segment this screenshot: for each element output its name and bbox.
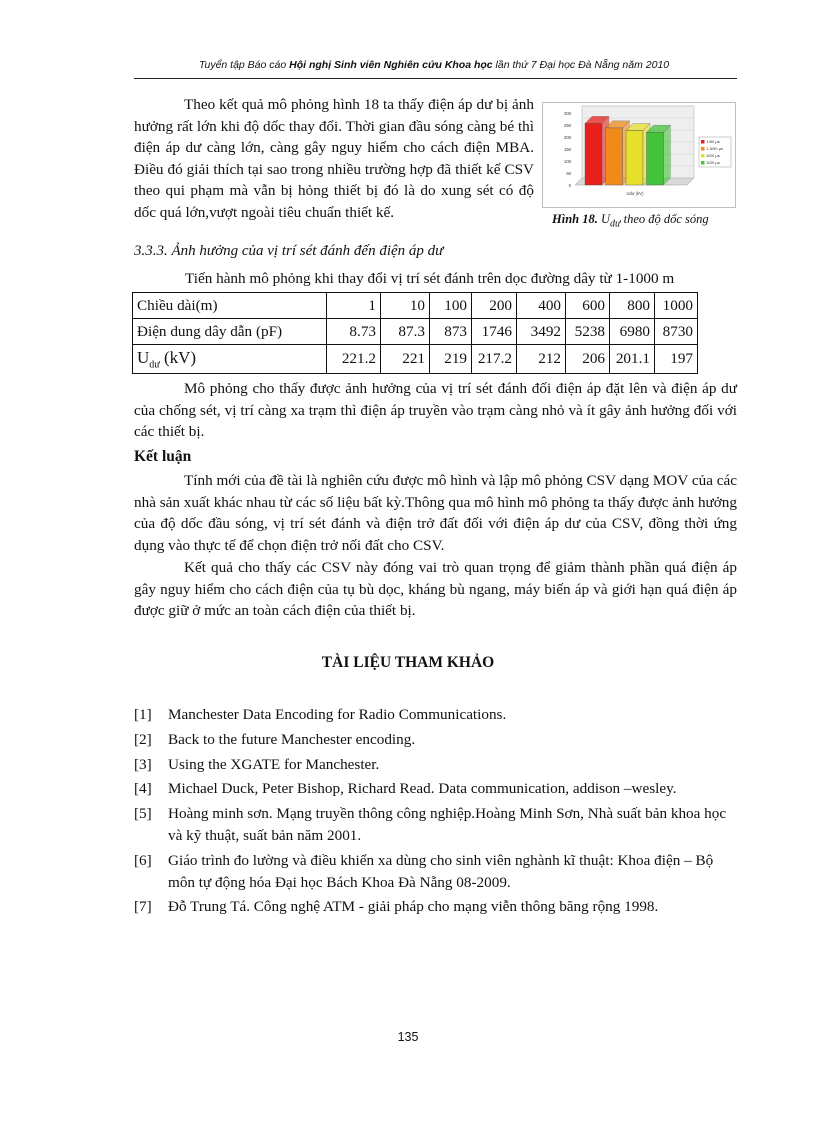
table-cell: 873 (430, 319, 472, 345)
caption-u: U (600, 212, 611, 226)
reference-item (134, 754, 738, 776)
reference-item (134, 778, 738, 800)
reference-item (134, 850, 738, 894)
table-cell: 219 (430, 345, 472, 374)
bar (606, 128, 623, 185)
bar (626, 131, 643, 185)
y-tick-label: 100 (564, 159, 571, 164)
reference-text: Manchester Data Encoding for Radio Communications. (168, 706, 507, 723)
table-cell: 800 (610, 293, 655, 319)
reference-number: [3] (134, 755, 152, 773)
table-cell: 400 (517, 293, 566, 319)
table-cell: 217.2 (472, 345, 517, 374)
table-cell: 8730 (655, 319, 698, 345)
table-row (133, 293, 698, 319)
table-cell: 3492 (517, 319, 566, 345)
table-lead-text: Tiến hành mô phỏng khi thay đổi vị trí sét đánh trên dọc đường dây từ 1-1000 m (185, 270, 675, 287)
y-tick-label: 0 (568, 183, 571, 188)
after-table-paragraph: Mô phỏng cho thấy được ảnh hưởng của vị trí sét đánh đối điện áp đặt lên và điện áp dư của chống sét, vị trí càng xa trạm thì điện áp truyền vào trạm càng nhỏ và ít gây ảnh hưởng đối với các thiết bị. (134, 380, 737, 441)
reference-text: Back to the future Manchester encoding. (168, 730, 416, 748)
y-tick-label: 50 (566, 171, 571, 176)
caption-rest: theo độ dốc sóng (620, 212, 709, 226)
conclusion-heading: Kết luận (134, 448, 192, 465)
bar-side (664, 125, 671, 185)
reference-number: [6] (134, 851, 152, 869)
table-cell: 1746 (472, 319, 517, 345)
u-unit: (kV) (159, 347, 197, 367)
header-suffix: lần thứ 7 Đại học Đà Nẵng năm 2010 (492, 59, 670, 71)
running-header (134, 59, 734, 71)
conclusion-paragraph-1: Tính mới của đề tài là nghiên cứu được mô hình và lập mô phỏng CSV dạng MOV của các nhà sản xuất khác nhau từ các số liệu bất kỳ.Thông qua mô hình mô phỏng ta thấy được ảnh hưởng của độ dốc đầu sóng, vị trí sét đánh và điện trở đất đối với điện áp dư của CSV, đồng thời ứng dụng vào thực tế để chọn điện trở nối đất cho CSV. (134, 472, 737, 554)
reference-number: [2] (134, 730, 152, 748)
results-table (132, 292, 698, 374)
reference-text: Michael Duck, Peter Bishop, Richard Read. Data communication, addison –wesley. (168, 780, 677, 798)
table-cell: 600 (566, 293, 610, 319)
reference-text: Giáo trình đo lường và điều khiển xa dùng cho sinh viên nghành kĩ thuật: Khoa điện – Bộ môn tự động hóa Đại học Bách Khoa Đà Nẵng 08-2009. (168, 851, 714, 891)
table-cell: 1 (327, 293, 381, 319)
reference-text: Hoàng minh sơn. Mạng truyền thông công nghiệp.Hoàng Minh Sơn, Nhà suất bản khoa học và kỹ thuật, suất bản năm 2001. (168, 805, 727, 844)
bar-chart (543, 103, 735, 207)
reference-text: Using the XGATE for Manchester. (168, 755, 380, 773)
table-cell: 8.73 (327, 319, 381, 345)
table-cell: 100 (430, 293, 472, 319)
legend-swatch (701, 147, 705, 151)
u-symbol: U (137, 347, 150, 367)
table-cell: 221.2 (327, 345, 381, 374)
legend-swatch (701, 161, 705, 165)
reference-item (134, 896, 738, 918)
table-cell: 10 (381, 293, 430, 319)
reference-text: Đỗ Trung Tá. Công nghệ ATM - giải pháp cho mạng viễn thông băng rộng 1998. (168, 898, 659, 916)
caption-sub: dư (610, 218, 621, 230)
legend-label: 8/20 µs (706, 153, 720, 158)
header-rule (134, 78, 737, 79)
references-list (134, 704, 738, 921)
figure-caption-label: Hình 18. (552, 212, 598, 226)
section-heading-3-3-3: 3.3.3. Ảnh hưởng của vị trí sét đánh đến điện áp dư (134, 243, 444, 259)
reference-item (134, 803, 738, 847)
legend-swatch (701, 154, 705, 158)
table-cell: 5238 (566, 319, 610, 345)
legend-label: 1/50 µs (706, 139, 720, 144)
reference-number: [7] (134, 898, 152, 916)
row-label-residual-voltage (133, 345, 327, 374)
page-number: 135 (397, 1030, 419, 1044)
bar (585, 123, 602, 185)
table-cell: 1000 (655, 293, 698, 319)
table-cell: 212 (517, 345, 566, 374)
table-cell: 6980 (610, 319, 655, 345)
intro-paragraph: Theo kết quả mô phỏng hình 18 ta thấy điện áp dư bị ảnh hưởng rất lớn khi độ dốc thay đổi. Thời gian đầu sóng càng bé thì điện áp dư càng lớn, càng gây nguy hiểm cho cách điện MBA. Điều đó giải thích tại sao trong nhiều trường hợp đã thiết kế CSV theo qui phạm mà vẫn bị hỏng thiết bị đó là do xung sét có độ dốc quá lớn,vượt ngoài tiêu chuẩn thiết kế. (134, 96, 534, 221)
bar (647, 132, 664, 185)
row-label-length: Chiều dài(m) (133, 293, 327, 319)
row-label-capacitance: Điện dung dây dẫn (pF) (133, 319, 327, 345)
table-cell: 87.3 (381, 319, 430, 345)
header-prefix: Tuyển tập Báo cáo (198, 59, 290, 71)
y-tick-label: 150 (564, 147, 571, 152)
table-cell: 200 (472, 293, 517, 319)
reference-item (134, 704, 738, 726)
table-cell: 201.1 (610, 345, 655, 374)
table-cell: 197 (655, 345, 698, 374)
table-row (133, 345, 698, 374)
y-tick-label: 250 (564, 123, 571, 128)
u-subscript: dư (149, 359, 160, 371)
figure-18-chart (542, 102, 736, 208)
table-row (133, 319, 698, 345)
legend-label: 1,5/50 µs (706, 146, 724, 151)
conclusion-paragraph-2: Kết quả cho thấy các CSV này đóng vai trò quan trọng để giảm thành phần quá điện áp gây nguy hiểm cho cách điện của tụ bù dọc, kháng bù ngang, máy biến áp và giới hạn quá điện áp được giữ ở mức an toàn cách điện của thiết bị. (134, 559, 737, 620)
header-conference-name: Hội nghị Sinh viên Nghiên cứu Khoa học (289, 59, 493, 71)
reference-item (134, 729, 738, 751)
reference-number: [5] (134, 805, 152, 823)
y-tick-label: 200 (564, 135, 571, 140)
y-tick-label: 300 (564, 111, 571, 116)
table-cell: 206 (566, 345, 610, 374)
reference-number: [1] (134, 706, 152, 723)
legend-swatch (701, 140, 705, 144)
reference-number: [4] (134, 780, 152, 798)
references-title: TÀI LIỆU THAM KHẢO (321, 654, 495, 671)
x-axis-label: Udư (kV) (626, 191, 644, 196)
legend-label: 5/20 µs (706, 160, 720, 165)
table-cell: 221 (381, 345, 430, 374)
figure-caption (552, 212, 709, 230)
